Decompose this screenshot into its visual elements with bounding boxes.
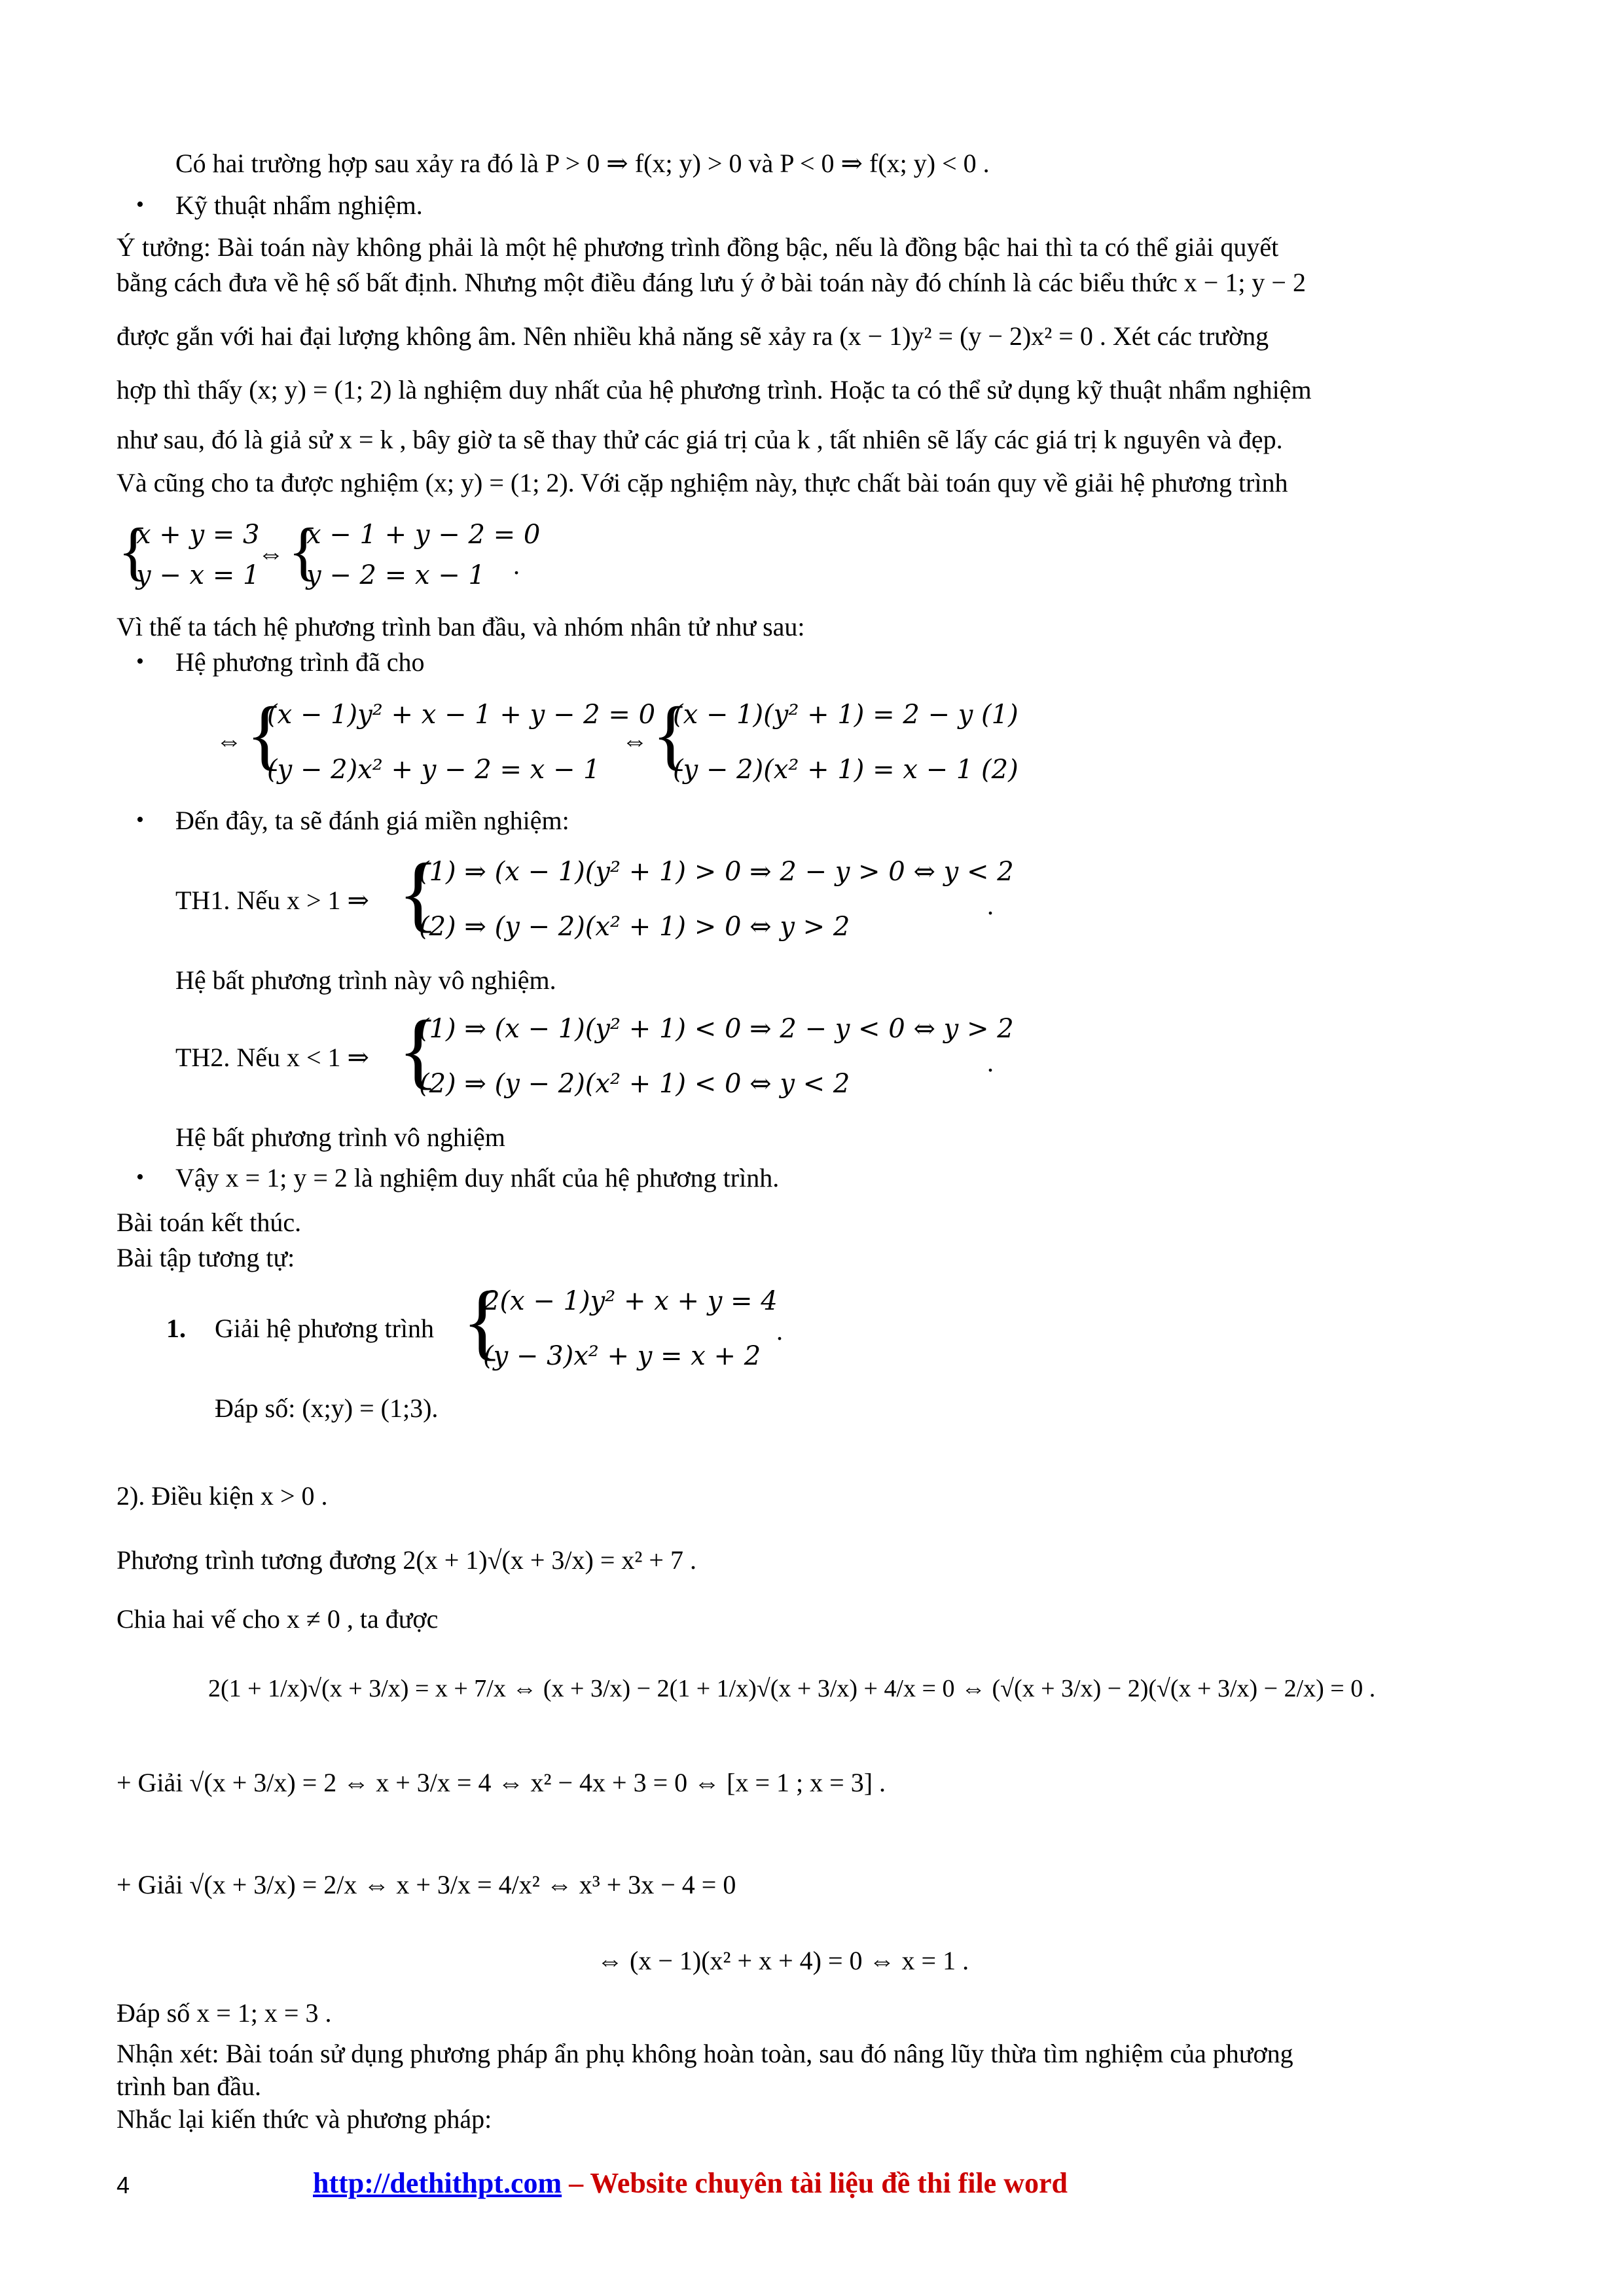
text-line: Vì thế ta tách hệ phương trình ban đầu, và nhóm nhân tử như sau:: [117, 612, 805, 641]
text-line: + Giải √(x + 3/x) = 2 ⇔ x + 3/x = 4 ⇔ x² − 4x + 3 = 0 ⇔ [x = 1 ; x = 3] .: [117, 1768, 886, 1797]
text-line: .: [987, 1048, 994, 1077]
text-line: trình ban đầu.: [117, 2072, 262, 2101]
text-line: được gắn với hai đại lượng không âm. Nên nhiều khả năng sẽ xảy ra (x − 1)y² = (y − 2)x² = 0 . Xét các trường: [117, 321, 1269, 351]
inequality: (2) ⇒ (y − 2)(x² + 1) < 0 ⇔ y < 2: [419, 1069, 850, 1099]
text-line: .: [513, 550, 520, 580]
left-brace-icon: {: [398, 846, 439, 941]
text-line: Hệ bất phương trình vô nghiệm: [175, 1122, 505, 1152]
bullet-icon: •: [136, 649, 144, 673]
text-line: Hệ phương trình đã cho: [175, 647, 425, 677]
text-line: bằng cách đưa về hệ số bất định. Nhưng một điều đáng lưu ý ở bài toán này đó chính là các biểu thức x − 1; y − 2: [117, 268, 1306, 297]
left-brace-icon: {: [398, 1003, 439, 1098]
bullet-icon: •: [136, 1165, 144, 1189]
left-brace-icon: {: [652, 691, 690, 778]
text-line: Phương trình tương đương 2(x + 1)√(x + 3/x) = x² + 7 .: [117, 1545, 696, 1575]
left-brace-icon: {: [462, 1274, 503, 1369]
equation: x + y = 3: [136, 520, 260, 550]
text-line: Đáp số: (x;y) = (1;3).: [215, 1393, 439, 1423]
text-line: Bài toán kết thúc.: [117, 1208, 302, 1237]
text-line: .: [776, 1316, 783, 1346]
equation: y − x = 1: [136, 560, 260, 590]
equation-system: [136, 514, 260, 596]
case-label: TH1. Nếu x > 1 ⇒: [175, 886, 370, 915]
left-brace-icon: {: [118, 514, 149, 587]
case-label: TH2. Nếu x < 1 ⇒: [175, 1043, 370, 1072]
equation-system: [673, 687, 1019, 797]
text-line: Đáp số x = 1; x = 3 .: [117, 1998, 332, 2028]
text-line: ⇔ (x − 1)(x² + x + 4) = 0 ⇔ x = 1 .: [597, 1946, 969, 1975]
website-link[interactable]: http://dethithpt.com: [313, 2167, 562, 2199]
inequality: (1) ⇒ (x − 1)(y² + 1) > 0 ⇒ 2 − y > 0 ⇔ y < 2: [419, 857, 1014, 887]
equation: (y − 2)(x² + 1) = x − 1 (2): [673, 755, 1019, 785]
footer-banner: [313, 2166, 1068, 2200]
text-line: Kỹ thuật nhẩm nghiệm.: [175, 190, 423, 220]
equivalence-symbol: ⇔: [258, 539, 284, 568]
text-line: Ý tưởng: Bài toán này không phải là một hệ phương trình đồng bậc, nếu là đồng bậc hai thì ta có thể giải quyết: [117, 232, 1279, 262]
inequality-system: [419, 844, 1014, 954]
inequality-system: [419, 1001, 1014, 1111]
text-line: Giải hệ phương trình: [215, 1314, 434, 1343]
equation-system: [267, 687, 655, 797]
left-brace-icon: {: [246, 691, 284, 778]
text-line: Đến đây, ta sẽ đánh giá miền nghiệm:: [175, 806, 569, 835]
text-line: hợp thì thấy (x; y) = (1; 2) là nghiệm duy nhất của hệ phương trình. Hoặc ta có thể sử dụng kỹ thuật nhẩm nghiệm: [117, 375, 1312, 404]
text-line: .: [987, 891, 994, 920]
equation-system: [306, 514, 540, 596]
equation: y − 2 = x − 1: [306, 560, 485, 590]
text-line: Nhắc lại kiến thức và phương pháp:: [117, 2104, 492, 2134]
equation: (y − 2)x² + y − 2 = x − 1: [267, 755, 600, 785]
equation-system: [483, 1274, 778, 1384]
left-brace-icon: {: [288, 514, 319, 587]
equation: (y − 3)x² + y = x + 2: [483, 1341, 761, 1371]
equation: 2(x − 1)y² + x + y = 4: [483, 1286, 778, 1316]
text-line: Bài tập tương tự:: [117, 1243, 295, 1272]
inequality: (2) ⇒ (y − 2)(x² + 1) > 0 ⇔ y > 2: [419, 912, 850, 942]
equation: (x − 1)(y² + 1) = 2 − y (1): [673, 700, 1019, 730]
text-line: Vậy x = 1; y = 2 là nghiệm duy nhất của hệ phương trình.: [175, 1163, 780, 1193]
equivalence-symbol: ⇔: [622, 726, 648, 755]
text-line: Và cũng cho ta được nghiệm (x; y) = (1; 2). Với cặp nghiệm này, thực chất bài toán quy về giải hệ phương trình: [117, 468, 1288, 497]
equation: (x − 1)y² + x − 1 + y − 2 = 0: [267, 700, 656, 730]
text-line: Hệ bất phương trình này vô nghiệm.: [175, 965, 556, 995]
exercise-number: 1.: [166, 1314, 186, 1343]
inequality: (1) ⇒ (x − 1)(y² + 1) < 0 ⇒ 2 − y < 0 ⇔ y > 2: [419, 1014, 1014, 1044]
text-line: 2(1 + 1/x)√(x + 3/x) = x + 7/x ⇔ (x + 3/x) − 2(1 + 1/x)√(x + 3/x) + 4/x = 0 ⇔ (√(x + 3/x) − 2)(√(x + 3/x) − 2/x) = 0 .: [208, 1675, 1376, 1702]
bullet-icon: •: [136, 808, 144, 832]
text-line: 2). Điều kiện x > 0 .: [117, 1481, 328, 1511]
bullet-icon: •: [136, 192, 144, 217]
equation: x − 1 + y − 2 = 0: [306, 520, 541, 550]
footer-tagline: – Website chuyên tài liệu đề thi file word: [562, 2167, 1068, 2199]
text-line: như sau, đó là giả sử x = k , bây giờ ta sẽ thay thử các giá trị của k , tất nhiên sẽ lấy các giá trị k nguyên và đẹp.: [117, 425, 1283, 454]
text-line: + Giải √(x + 3/x) = 2/x ⇔ x + 3/x = 4/x² ⇔ x³ + 3x − 4 = 0: [117, 1870, 736, 1899]
text-line: Chia hai vế cho x ≠ 0 , ta được: [117, 1604, 439, 1634]
text-line: Có hai trường hợp sau xảy ra đó là P > 0 ⇒ f(x; y) > 0 và P < 0 ⇒ f(x; y) < 0 .: [175, 149, 990, 178]
text-line: Nhận xét: Bài toán sử dụng phương pháp ẩn phụ không hoàn toàn, sau đó nâng lũy thừa tìm nghiệm của phương: [117, 2039, 1293, 2068]
equivalence-symbol: ⇔: [216, 726, 242, 755]
page-number: 4: [117, 2172, 130, 2198]
